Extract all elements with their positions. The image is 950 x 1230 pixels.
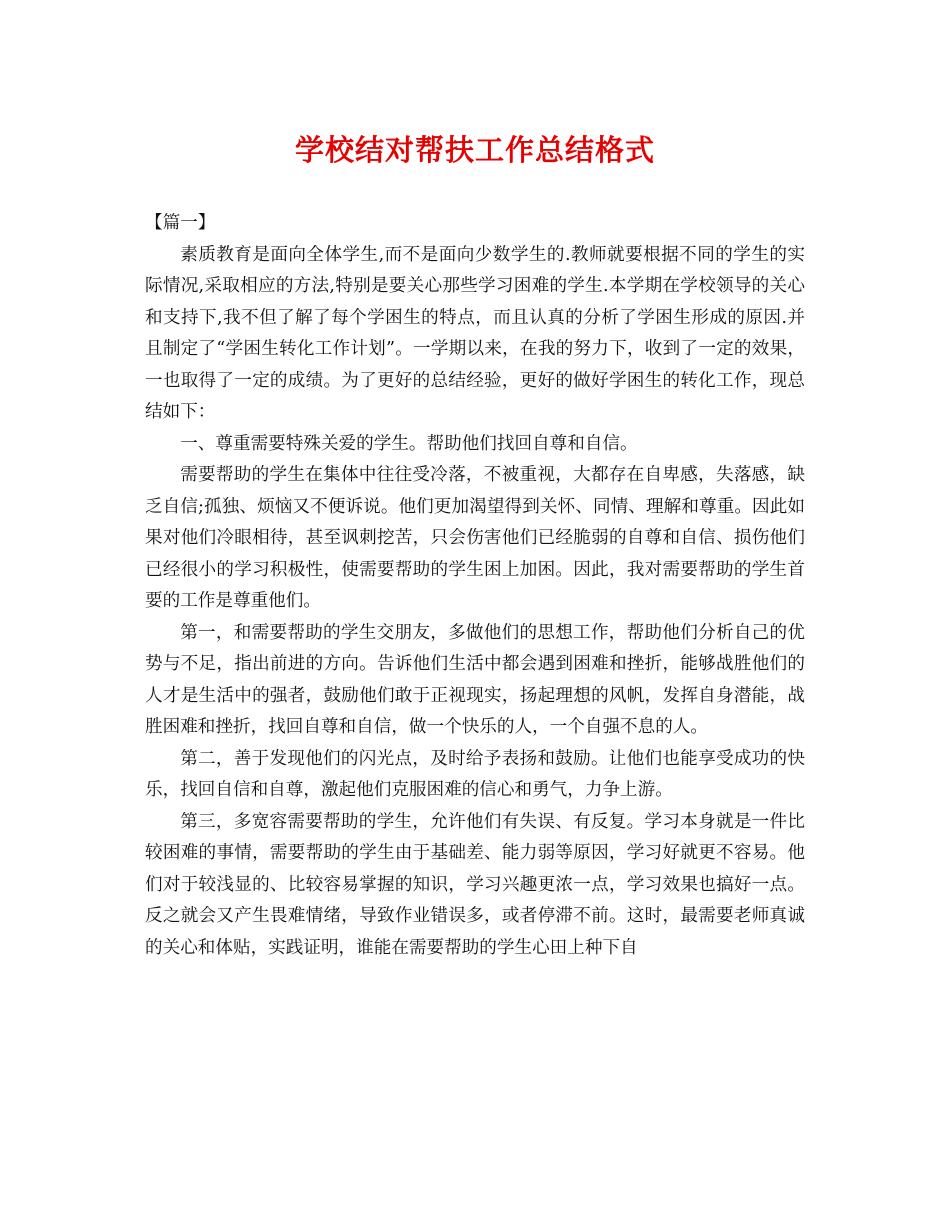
paragraph-intro: 素质教育是面向全体学生,而不是面向少数学生的.教师就要根据不同的学生的实际情况,采取相应的方法,特别是要关心那些学习困难的学生.本学期在学校领导的关心和支持下,我不但了解了每个学困生的特点，而且认真的分析了学困生形成的原因.并且制定了“学困生转化工作计划”。一学期以来，在我的努力下，收到了一定的效果，一也取得了一定的成绩。为了更好的总结经验，更好的做好学困生的转化工作，现总结如下： — [145, 244, 805, 422]
paragraph-third: 第三，多宽容需要帮助的学生，允许他们有失误、有反复。学习本身就是一件比较困难的事情，需要帮助的学生由于基础差、能力弱等原因，学习好就更不容易。他们对于较浅显的、比较容易掌握的知识，学习兴趣更浓一点，学习效果也搞好一点。反之就会又产生畏难情绪，导致作业错误多，或者停滞不前。这时，最需要老师真诚的关心和体贴，实践证明，谁能在需要帮助的学生心田上种下自 — [145, 811, 805, 958]
document-title: 学校结对帮扶工作总结格式 — [294, 133, 655, 167]
document-body — [145, 208, 805, 964]
paragraph-heading-one: 一、尊重需要特殊关爱的学生。帮助他们找回自尊和自信。 — [180, 433, 638, 454]
section-label: 【篇一】 — [145, 213, 216, 233]
paragraph-second: 第二，善于发现他们的闪光点，及时给予表扬和鼓励。让他们也能享受成功的快乐，找回自信和自尊，激起他们克服困难的信心和勇气，力争上游。 — [145, 748, 805, 800]
paragraph-first: 第一，和需要帮助的学生交朋友，多做他们的思想工作，帮助他们分析自己的优势与不足，指出前进的方向。告诉他们生活中都会遇到困难和挫折，能够战胜他们的人才是生活中的强者，鼓励他们敢于正视现实，扬起理想的风帆，发挥自身潜能，战胜困难和挫折，找回自尊和自信，做一个快乐的人，一个自强不息的人。 — [145, 622, 805, 737]
paragraph-respect: 需要帮助的学生在集体中往往受冷落，不被重视，大都存在自卑感，失落感，缺乏自信;孤独、烦恼又不便诉说。他们更加渴望得到关怀、同情、理解和尊重。因此如果对他们冷眼相待，甚至讽刺挖苦，只会伤害他们已经脆弱的自尊和自信、损伤他们已经很小的学习积极性，使需要帮助的学生困上加困。因此，我对需要帮助的学生首要的工作是尊重他们。 — [145, 465, 805, 611]
